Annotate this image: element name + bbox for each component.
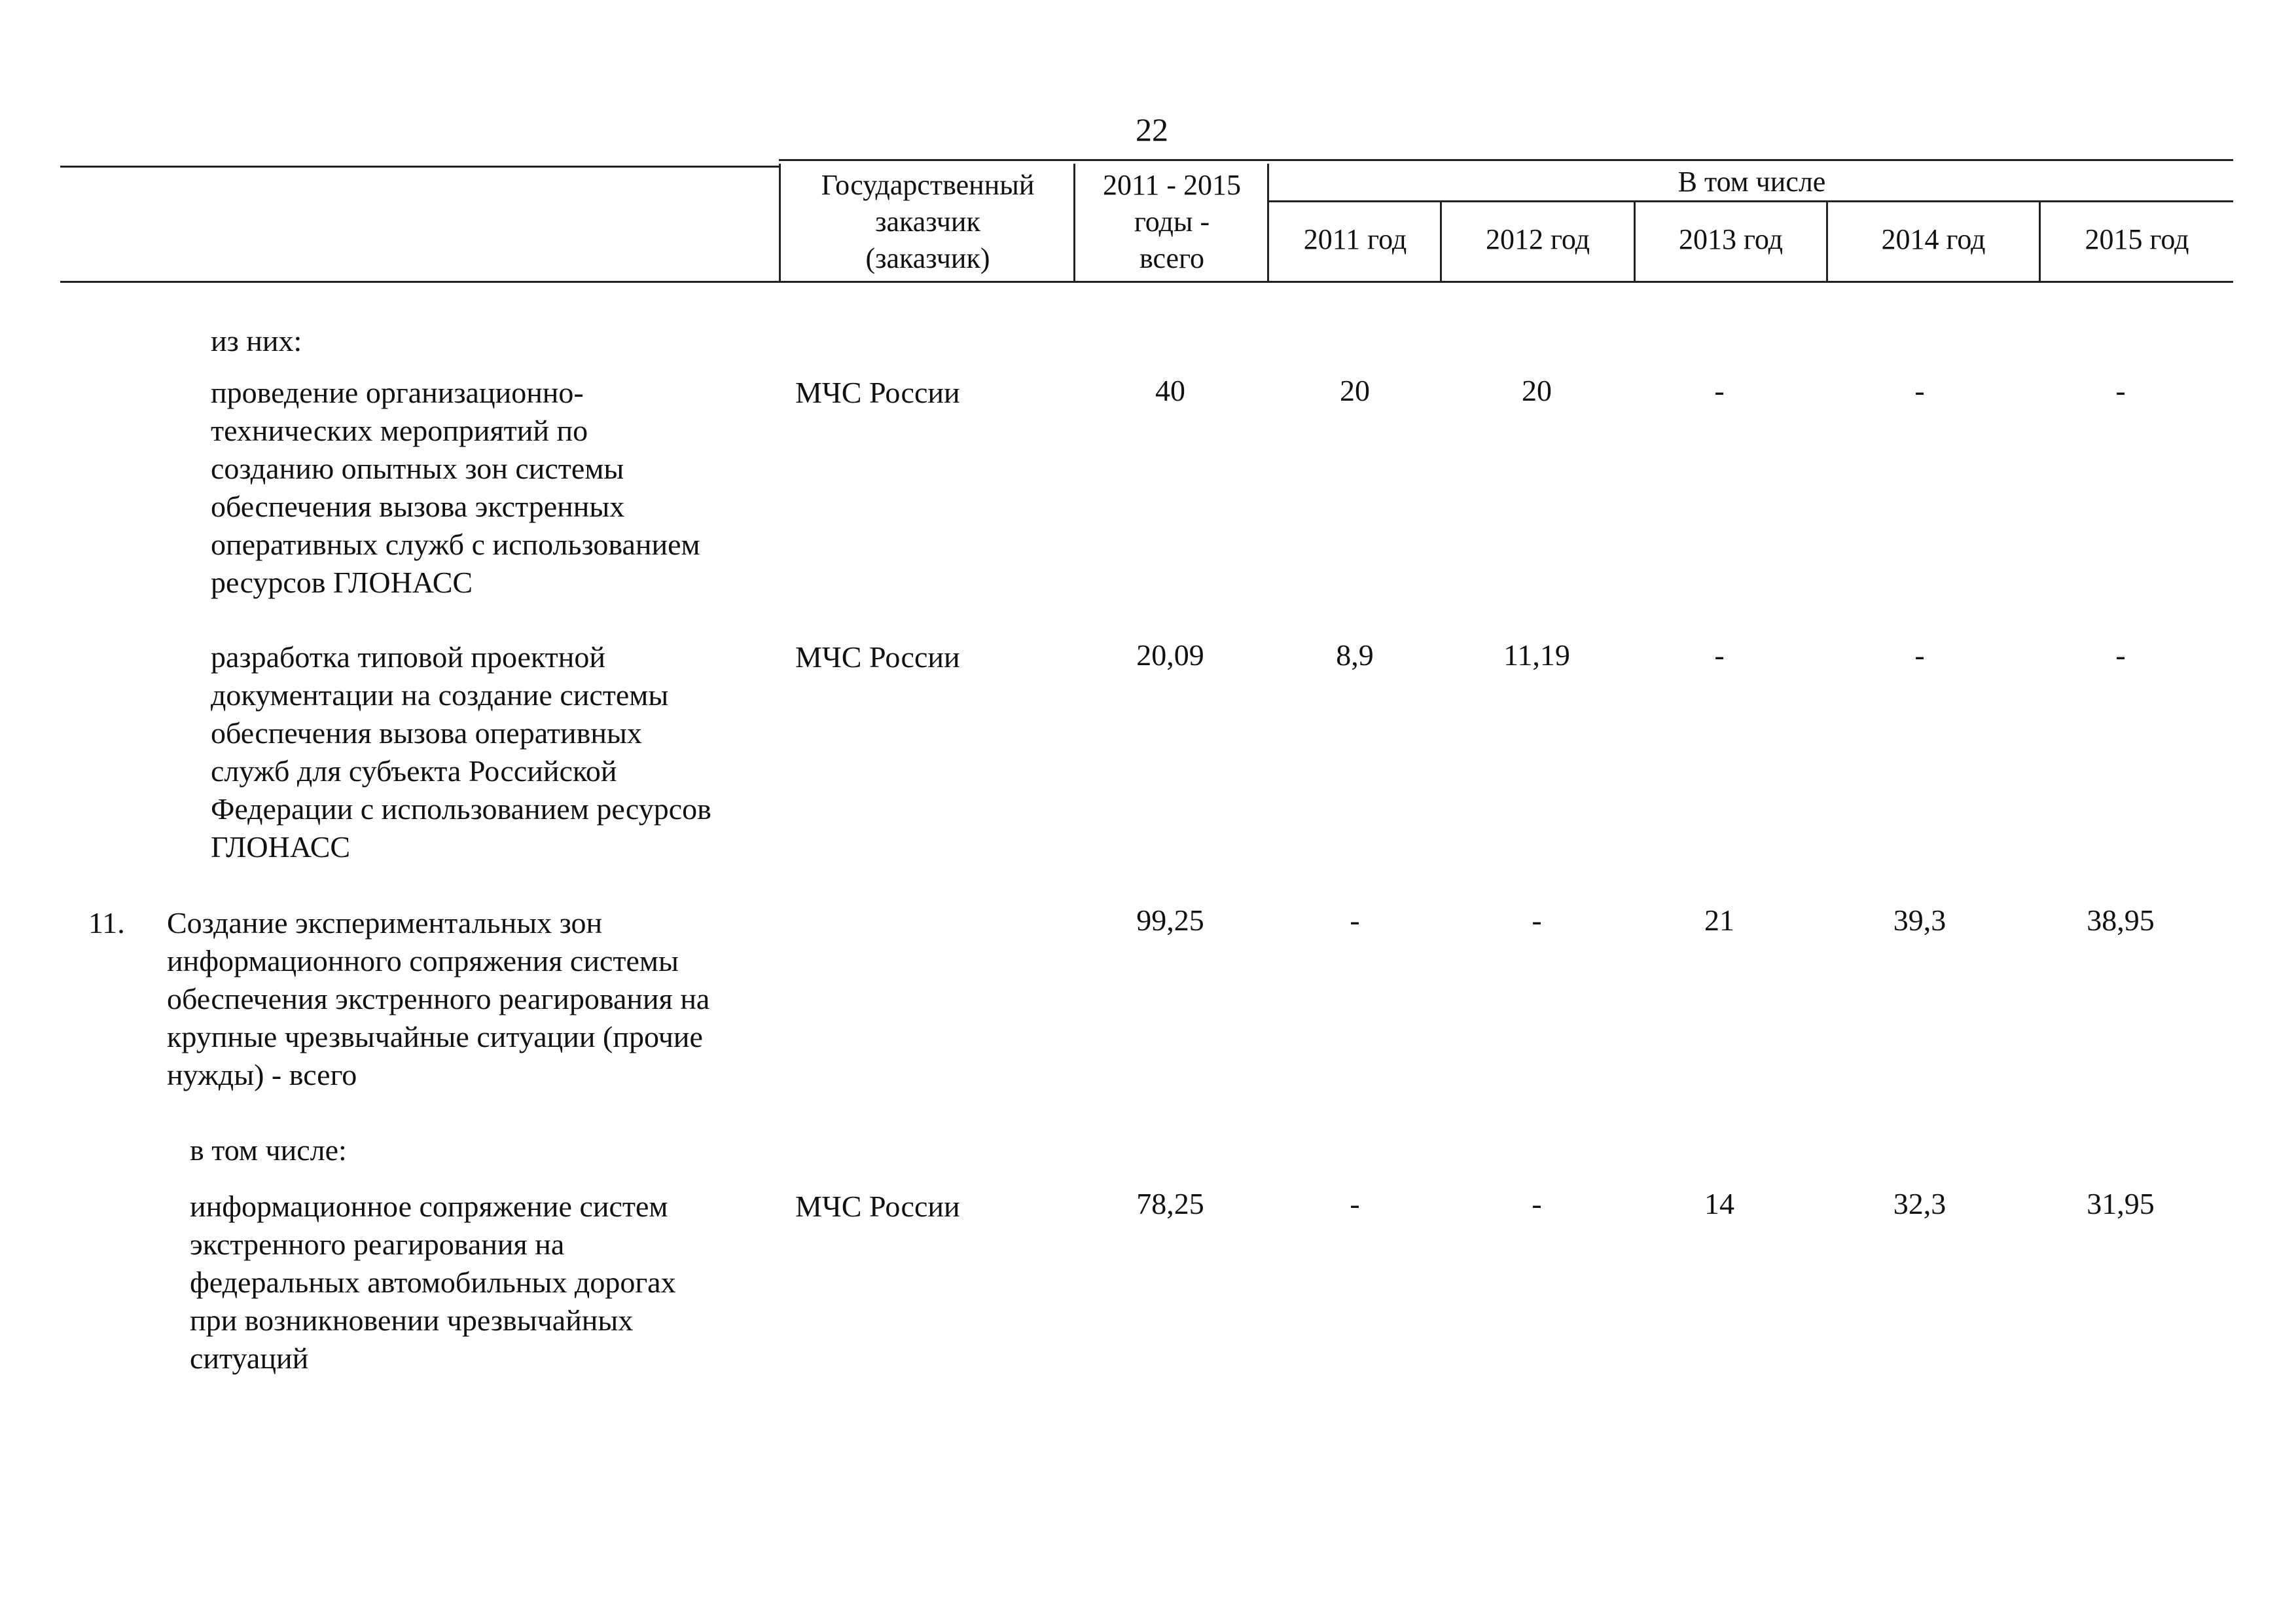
row-2-description: разработка типовой проектной документации на создание системы обеспечения вызова оперативных служб для субъекта Российской Федерации с использованием ресурсов ГЛОНАСС	[211, 640, 711, 864]
header-year-2013: 2013 год	[1678, 223, 1784, 255]
row-1-customer: МЧС России	[795, 376, 960, 409]
row-2-2014: -	[1914, 638, 1925, 672]
row-11-description: Создание экспериментальных зон информационного сопряжения системы обеспечения экстренного реагирования на крупные чрезвычайные ситуации (прочие нужды) - всего	[167, 906, 710, 1091]
header-top-rule-left	[60, 166, 779, 168]
header-year-2011: 2011 год	[1303, 223, 1407, 255]
header-subrule	[1267, 200, 2233, 202]
header-divider-1	[779, 164, 781, 282]
row-1-2011: 20	[1340, 374, 1370, 407]
row-5-2011: -	[1350, 1187, 1360, 1220]
page-number: 22	[1136, 111, 1168, 148]
row-11-2014: 39,3	[1893, 903, 1946, 937]
row-1-description: проведение организационно- технических мероприятий по созданию опытных зон системы обеспечения вызова экстренных оперативных служб с использованием ресурсов ГЛОНАСС	[211, 376, 700, 599]
row-1-2013: -	[1714, 374, 1725, 407]
row-5-description: информационное сопряжение систем экстренного реагирования на федеральных автомобильных дорогах при возникновении чрезвычайных ситуаций	[190, 1190, 676, 1375]
row-11-2013: 21	[1704, 903, 1734, 937]
header-top-rule	[779, 159, 2233, 161]
row-5-2013: 14	[1704, 1187, 1734, 1220]
header-divider-3	[1267, 164, 1269, 282]
row-11-2015: 38,95	[2087, 903, 2155, 937]
header-customer: Государственный заказчик (заказчик)	[821, 169, 1035, 274]
header-divider-2	[1073, 164, 1075, 282]
row-11-index: 11.	[88, 906, 125, 939]
row-1-total: 40	[1155, 374, 1185, 407]
row-5-customer: МЧС России	[795, 1190, 960, 1223]
label-of-them: из них:	[211, 324, 302, 357]
header-year-2015: 2015 год	[2085, 223, 2189, 255]
row-2-2012: 11,19	[1503, 638, 1570, 672]
header-year-2012: 2012 год	[1485, 223, 1590, 255]
row-5-2012: -	[1532, 1187, 1542, 1220]
header-bottom-rule	[60, 281, 2233, 283]
header-including: В том числе	[1677, 166, 1826, 198]
row-2-customer: МЧС России	[795, 640, 960, 674]
row-2-2013: -	[1714, 638, 1725, 672]
row-11-total: 99,25	[1136, 903, 1204, 937]
row-11-2011: -	[1350, 903, 1360, 937]
row-11-2012: -	[1532, 903, 1542, 937]
row-2-2015: -	[2115, 638, 2126, 672]
row-2-total: 20,09	[1136, 638, 1204, 672]
row-1-2014: -	[1914, 374, 1925, 407]
row-1-2012: 20	[1522, 374, 1552, 407]
row-5-2015: 31,95	[2087, 1187, 2155, 1220]
row-5-2014: 32,3	[1893, 1187, 1946, 1220]
label-including: в том числе:	[190, 1133, 347, 1167]
header-year-2014: 2014 год	[1881, 223, 1986, 255]
row-2-2011: 8,9	[1336, 638, 1374, 672]
row-5-total: 78,25	[1136, 1187, 1204, 1220]
row-1-2015: -	[2115, 374, 2126, 407]
header-total: 2011 - 2015 годы - всего	[1102, 169, 1242, 274]
